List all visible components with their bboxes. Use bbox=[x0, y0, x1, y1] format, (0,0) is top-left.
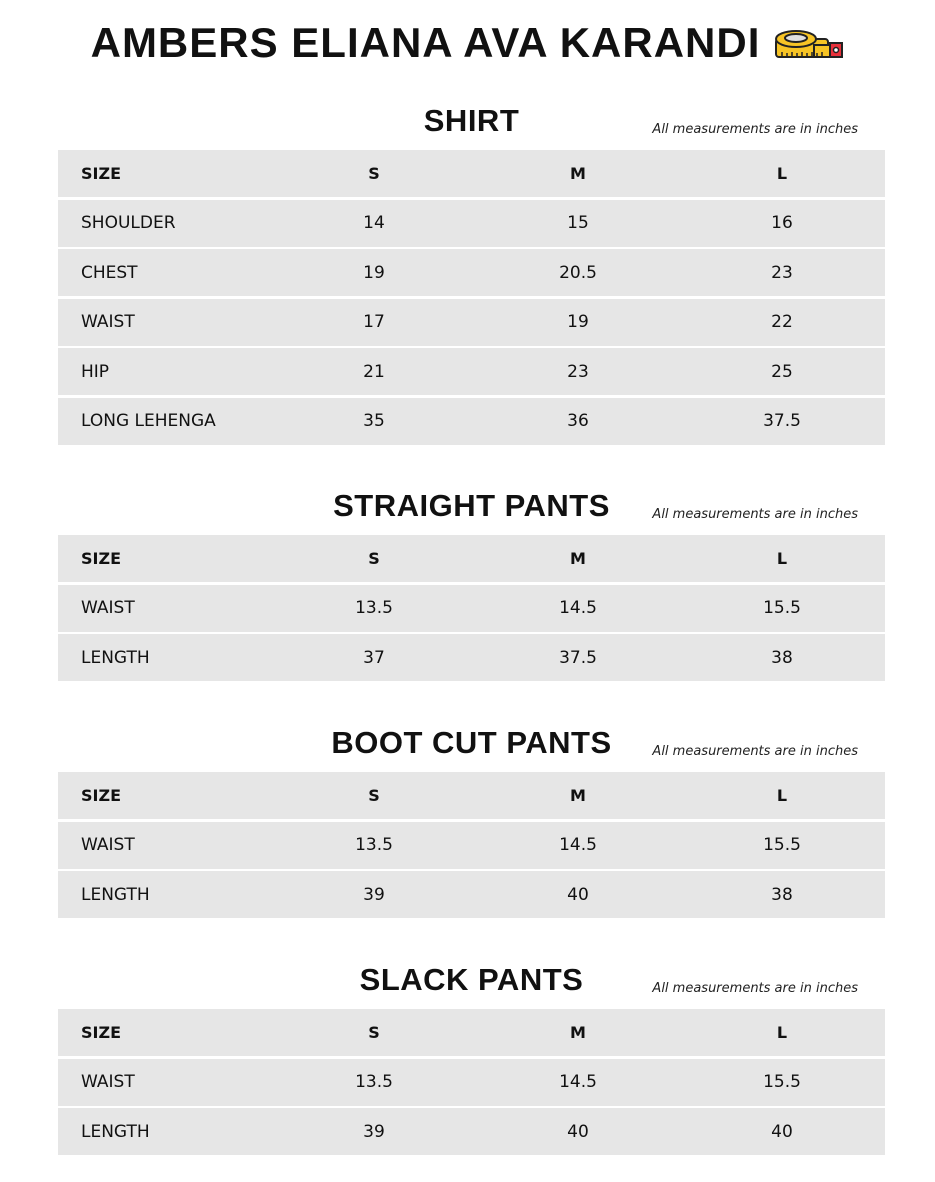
row-label: WAIST bbox=[81, 835, 135, 855]
header-label: SIZE bbox=[81, 164, 122, 183]
section-title: SHIRT bbox=[423, 103, 520, 138]
table-cell: 15 bbox=[567, 213, 589, 233]
row-label: WAIST bbox=[81, 598, 135, 618]
size-header: L bbox=[776, 549, 788, 568]
section-title: BOOT CUT PANTS bbox=[331, 725, 612, 760]
table-cell: 38 bbox=[771, 884, 793, 905]
row-label: SHOULDER bbox=[81, 213, 176, 233]
table-cell: 39 bbox=[363, 1121, 385, 1142]
size-header: S bbox=[368, 549, 380, 568]
table-cell: 25 bbox=[771, 361, 793, 382]
row-label: LENGTH bbox=[81, 884, 150, 905]
table-cell: 36 bbox=[567, 411, 589, 431]
table-cell: 17 bbox=[363, 312, 385, 332]
size-header: M bbox=[570, 164, 586, 183]
size-header: S bbox=[368, 786, 380, 805]
size-table bbox=[58, 772, 885, 918]
table-row bbox=[58, 1108, 885, 1155]
table-cell: 35 bbox=[363, 411, 385, 431]
row-label: LONG LEHENGA bbox=[81, 411, 216, 431]
table-header-row bbox=[58, 772, 885, 819]
row-label: HIP bbox=[81, 361, 110, 382]
table-cell: 37.5 bbox=[559, 647, 597, 668]
table-cell: 15.5 bbox=[763, 1072, 801, 1092]
table-row bbox=[58, 200, 885, 247]
table-cell: 22 bbox=[771, 312, 793, 332]
table-row bbox=[58, 634, 885, 681]
section-shirt bbox=[58, 100, 885, 445]
table-cell: 14.5 bbox=[559, 1072, 597, 1092]
section-slack-pants bbox=[58, 959, 885, 1155]
measurement-note: All measurements are in inches bbox=[652, 744, 858, 759]
table-cell: 19 bbox=[363, 262, 385, 283]
table-row bbox=[58, 398, 885, 445]
table-cell: 40 bbox=[771, 1121, 793, 1142]
table-row bbox=[58, 348, 885, 395]
size-header: S bbox=[368, 164, 380, 183]
table-header-row bbox=[58, 150, 885, 197]
header-label: SIZE bbox=[81, 1023, 122, 1042]
section-header bbox=[58, 100, 885, 150]
header-label: SIZE bbox=[81, 786, 122, 805]
table-row bbox=[58, 822, 885, 869]
row-label: WAIST bbox=[81, 312, 135, 332]
table-cell: 13.5 bbox=[355, 835, 393, 855]
table-cell: 20.5 bbox=[559, 262, 597, 283]
tape-measure-icon bbox=[774, 27, 844, 61]
table-cell: 15.5 bbox=[763, 835, 801, 855]
table-cell: 37 bbox=[363, 647, 385, 668]
table-row bbox=[58, 1059, 885, 1106]
size-header: M bbox=[570, 786, 586, 805]
table-cell: 14.5 bbox=[559, 598, 597, 618]
table-row bbox=[58, 249, 885, 296]
table-cell: 23 bbox=[771, 262, 793, 283]
table-header-row bbox=[58, 1009, 885, 1056]
size-header: M bbox=[570, 1023, 586, 1042]
table-cell: 14 bbox=[363, 213, 385, 233]
row-label: CHEST bbox=[81, 262, 138, 283]
size-header: L bbox=[776, 1023, 788, 1042]
size-header: L bbox=[776, 164, 788, 183]
section-straight-pants bbox=[58, 485, 885, 681]
row-label: LENGTH bbox=[81, 647, 150, 668]
table-cell: 39 bbox=[363, 884, 385, 905]
table-row bbox=[58, 585, 885, 632]
table-cell: 37.5 bbox=[763, 411, 801, 431]
table-cell: 13.5 bbox=[355, 1072, 393, 1092]
size-table bbox=[58, 535, 885, 681]
measurement-note: All measurements are in inches bbox=[652, 981, 858, 996]
size-table bbox=[58, 1009, 885, 1155]
measurement-note: All measurements are in inches bbox=[652, 507, 858, 522]
page-title-text: AMBERS ELIANA AVA KARANDI bbox=[90, 19, 761, 66]
row-label: LENGTH bbox=[81, 1121, 150, 1142]
table-cell: 40 bbox=[567, 1121, 589, 1142]
table-cell: 40 bbox=[567, 884, 589, 905]
section-title: STRAIGHT PANTS bbox=[333, 488, 610, 523]
size-header: M bbox=[570, 549, 586, 568]
table-cell: 13.5 bbox=[355, 598, 393, 618]
header-label: SIZE bbox=[81, 549, 122, 568]
size-table bbox=[58, 150, 885, 445]
table-header-row bbox=[58, 535, 885, 582]
page-title bbox=[0, 18, 935, 68]
table-row bbox=[58, 871, 885, 918]
size-header: L bbox=[776, 786, 788, 805]
table-cell: 38 bbox=[771, 647, 793, 668]
table-cell: 16 bbox=[771, 213, 793, 233]
table-cell: 15.5 bbox=[763, 598, 801, 618]
section-boot-cut-pants bbox=[58, 722, 885, 918]
section-header bbox=[58, 959, 885, 1009]
table-row bbox=[58, 299, 885, 346]
table-cell: 19 bbox=[567, 312, 589, 332]
row-label: WAIST bbox=[81, 1072, 135, 1092]
section-header bbox=[58, 485, 885, 535]
section-title: SLACK PANTS bbox=[359, 962, 584, 997]
table-cell: 23 bbox=[567, 361, 589, 382]
section-header bbox=[58, 722, 885, 772]
table-cell: 21 bbox=[363, 361, 385, 382]
measurement-note: All measurements are in inches bbox=[652, 122, 858, 137]
table-cell: 14.5 bbox=[559, 835, 597, 855]
size-header: S bbox=[368, 1023, 380, 1042]
